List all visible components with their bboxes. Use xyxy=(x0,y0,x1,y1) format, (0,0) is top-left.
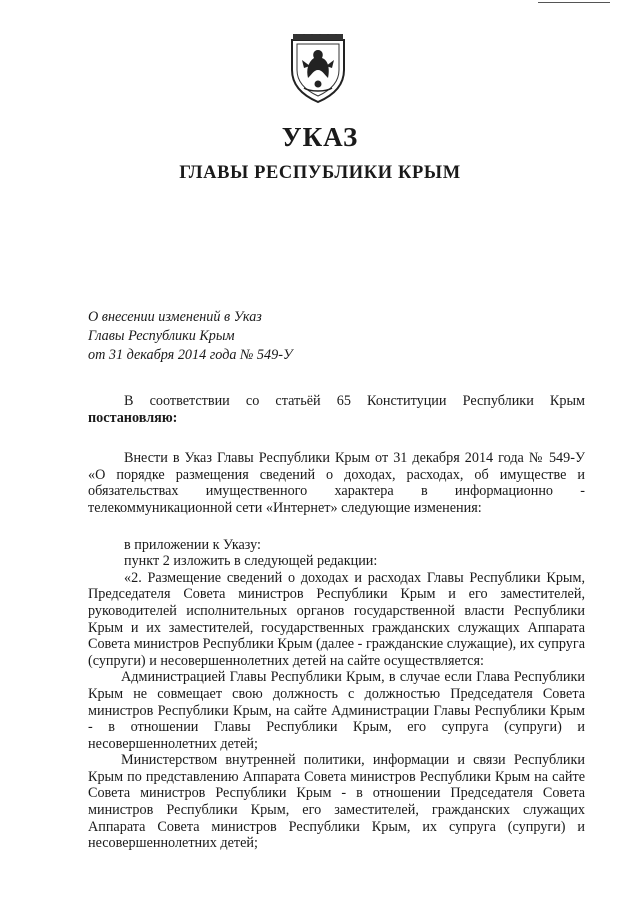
decree-body xyxy=(88,393,585,852)
paragraph: Министерством внутренней политики, информации и связи Республики Крым по представлению Аппарата Совета министров Республики Крым на сайте Совета министров Республики Крым - в отношении Председателя Совета министров Республики Крым, его заместителей, гражданских служащих Аппарата Совета министров Республики Крым, их супруга (супруги) и несовершеннолетних детей; xyxy=(88,752,585,852)
crimea-coat-of-arms-icon xyxy=(288,34,348,104)
top-edge-rule xyxy=(538,2,610,3)
document-subtitle: ГЛАВЫ РЕСПУБЛИКИ КРЫМ xyxy=(179,163,461,183)
paragraph: Внести в Указ Главы Республики Крым от 31 декабря 2014 года № 549-У xyxy=(124,450,585,467)
subject-line: от 31 декабря 2014 года № 549-У xyxy=(88,347,293,363)
subject-line: Главы Республики Крым xyxy=(88,328,235,344)
paragraph: пункт 2 изложить в следующей редакции: xyxy=(124,553,378,570)
document-title: УКАЗ xyxy=(281,122,359,152)
decree-subject xyxy=(88,308,293,365)
subject-line: О внесении изменений в Указ xyxy=(88,309,262,325)
paragraph: Администрацией Главы Республики Крым, в случае если Глава Республики Крым не совмещает свою должность с должностью Председателя Совета министров Республики Крым, на сайте Администрации Главы Республики Крым - в отношении Главы Республики Крым, его супруга (супруги) и несовершеннолетних детей; xyxy=(88,669,585,752)
paragraph: «О порядке размещения сведений о доходах, расходах, об имуществе и обязательствах имущественного характера в информационно - xyxy=(88,466,585,500)
paragraph: телекоммуникационной сети «Интернет» следующие изменения: xyxy=(88,499,482,516)
paragraph: «2. Размещение сведений о доходах и расходах Главы Республики Крым, Председателя Совета министров Республики Крым и его заместителей, руководителей исполнительных органов государственной власти Республики Крым и их заместителей, государственных гражданских служащих Аппарата Совета министров Республики Крым (далее - гражданские служащие), их супруга (супруги) и несовершеннолетних детей на сайте осуществляется: xyxy=(88,569,585,669)
preamble-text: В соответствии со статьёй 65 Конституции Республики Крым xyxy=(124,393,585,409)
decree-word: постановляю: xyxy=(88,409,178,426)
paragraph: в приложении к Указу: xyxy=(124,536,261,553)
